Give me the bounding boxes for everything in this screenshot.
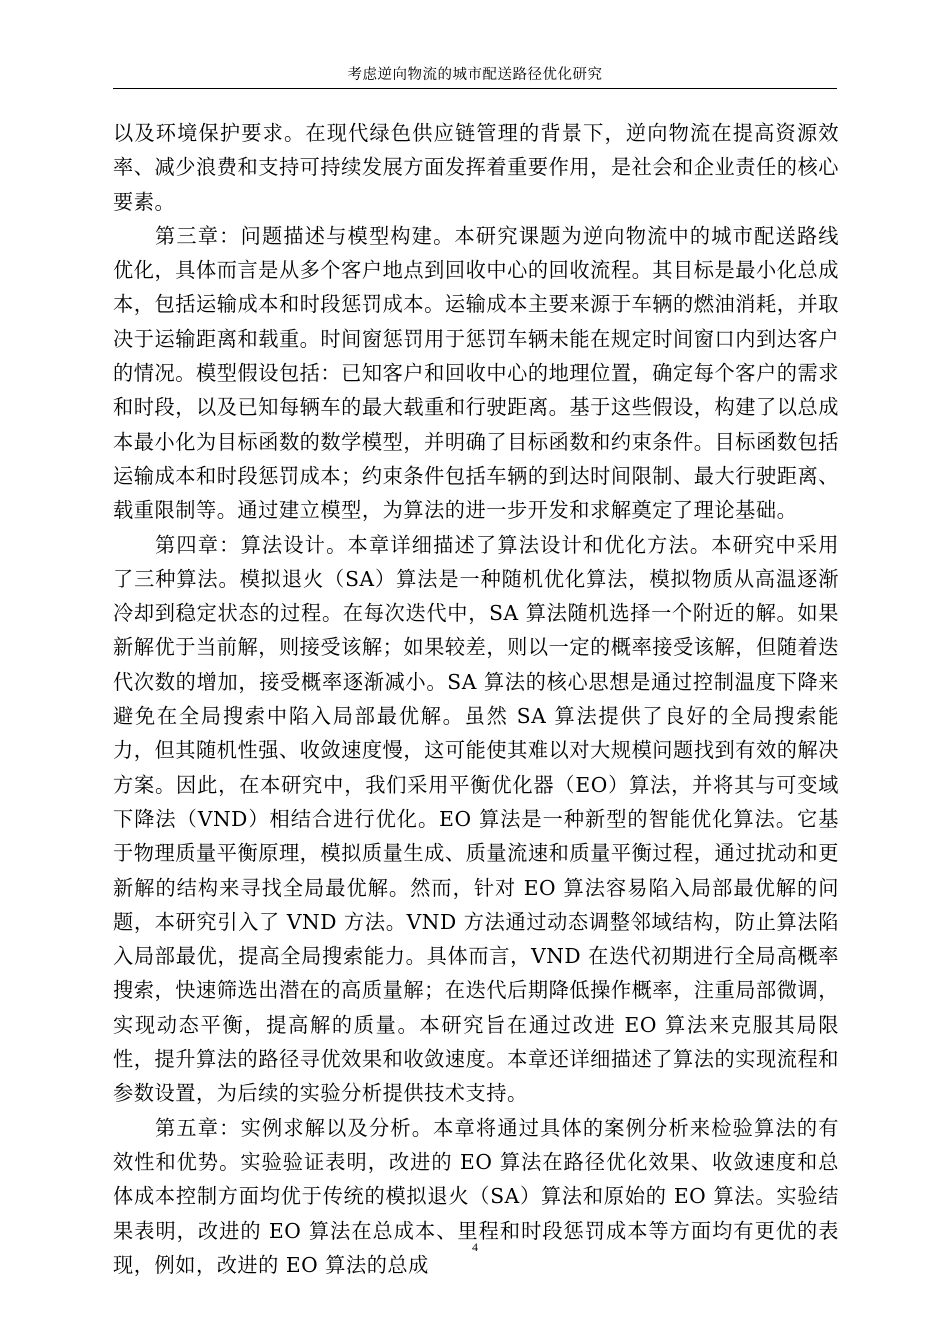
page-number: 4 bbox=[472, 1240, 478, 1254]
paragraph-chapter-5: 第五章：实例求解以及分析。本章将通过具体的案例分析来检验算法的有效性和优势。实验验证表明，改进的 EO 算法在路径优化效果、收敛速度和总体成本控制方面均优于传统的模拟退火（SA）算法和原始的 EO 算法。实验结果表明，改进的 EO 算法在总成本、里程和时段惩罚成本等方面均有更优的表现，例如，改进的 EO 算法的总成 bbox=[113, 1115, 839, 1277]
body-text bbox=[113, 116, 839, 1282]
paragraph-chapter-4: 第四章：算法设计。本章详细描述了算法设计和优化方法。本研究中采用了三种算法。模拟退火（SA）算法是一种随机优化算法，模拟物质从高温逐渐冷却到稳定状态的过程。在每次迭代中，SA 算法随机选择一个附近的解。如果新解优于当前解，则接受该解；如果较差，则以一定的概率接受该解，但随着迭代次数的增加，接受概率逐渐减小。SA 算法的核心思想是通过控制温度下降来避免在全局搜索中陷入局部最优解。虽然 SA 算法提供了良好的全局搜索能力，但其随机性强、收敛速度慢，这可能使其难以对大规模问题找到有效的解决方案。因此，在本研究中，我们采用平衡优化器（EO）算法，并将其与可变域下降法（VND）相结合进行优化。EO 算法是一种新型的智能优化算法。它基于物理质量平衡原理，模拟质量生成、质量流速和质量平衡过程，通过扰动和更新解的结构来寻找全局最优解。然而，针对 EO 算法容易陷入局部最优解的问题，本研究引入了 VND 方法。VND 方法通过动态调整邻域结构，防止算法陷入局部最优，提高全局搜索能力。具体而言，VND 在迭代初期进行全局高概率搜索，快速筛选出潜在的高质量解；在迭代后期降低操作概率，注重局部微调，实现动态平衡，提高解的质量。本研究旨在通过改进 EO 算法来克服其局限性，提升算法的路径寻优效果和收敛速度。本章还详细描述了算法的实现流程和参数设置，为后续的实验分析提供技术支持。 bbox=[113, 532, 839, 1106]
paragraph-continuation: 以及环境保护要求。在现代绿色供应链管理的背景下，逆向物流在提高资源效率、减少浪费和支持可持续发展方面发挥着重要作用，是社会和企业责任的核心要素。 bbox=[113, 121, 839, 214]
header-rule bbox=[113, 88, 837, 89]
running-header: 考虑逆向物流的城市配送路径优化研究 bbox=[347, 67, 603, 83]
paragraph-chapter-3: 第三章：问题描述与模型构建。本研究课题为逆向物流中的城市配送路线优化，具体而言是从多个客户地点到回收中心的回收流程。其目标是最小化总成本，包括运输成本和时段惩罚成本。运输成本主要来源于车辆的燃油消耗，并取决于运输距离和载重。时间窗惩罚用于惩罚车辆未能在规定时间窗口内到达客户的情况。模型假设包括：已知客户和回收中心的地理位置，确定每个客户的需求和时段，以及已知每辆车的最大载重和行驶距离。基于这些假设，构建了以总成本最小化为目标函数的数学模型，并明确了目标函数和约束条件。目标函数包括运输成本和时段惩罚成本；约束条件包括车辆的到达时间限制、最大行驶距离、载重限制等。通过建立模型，为算法的进一步开发和求解奠定了理论基础。 bbox=[113, 223, 839, 523]
